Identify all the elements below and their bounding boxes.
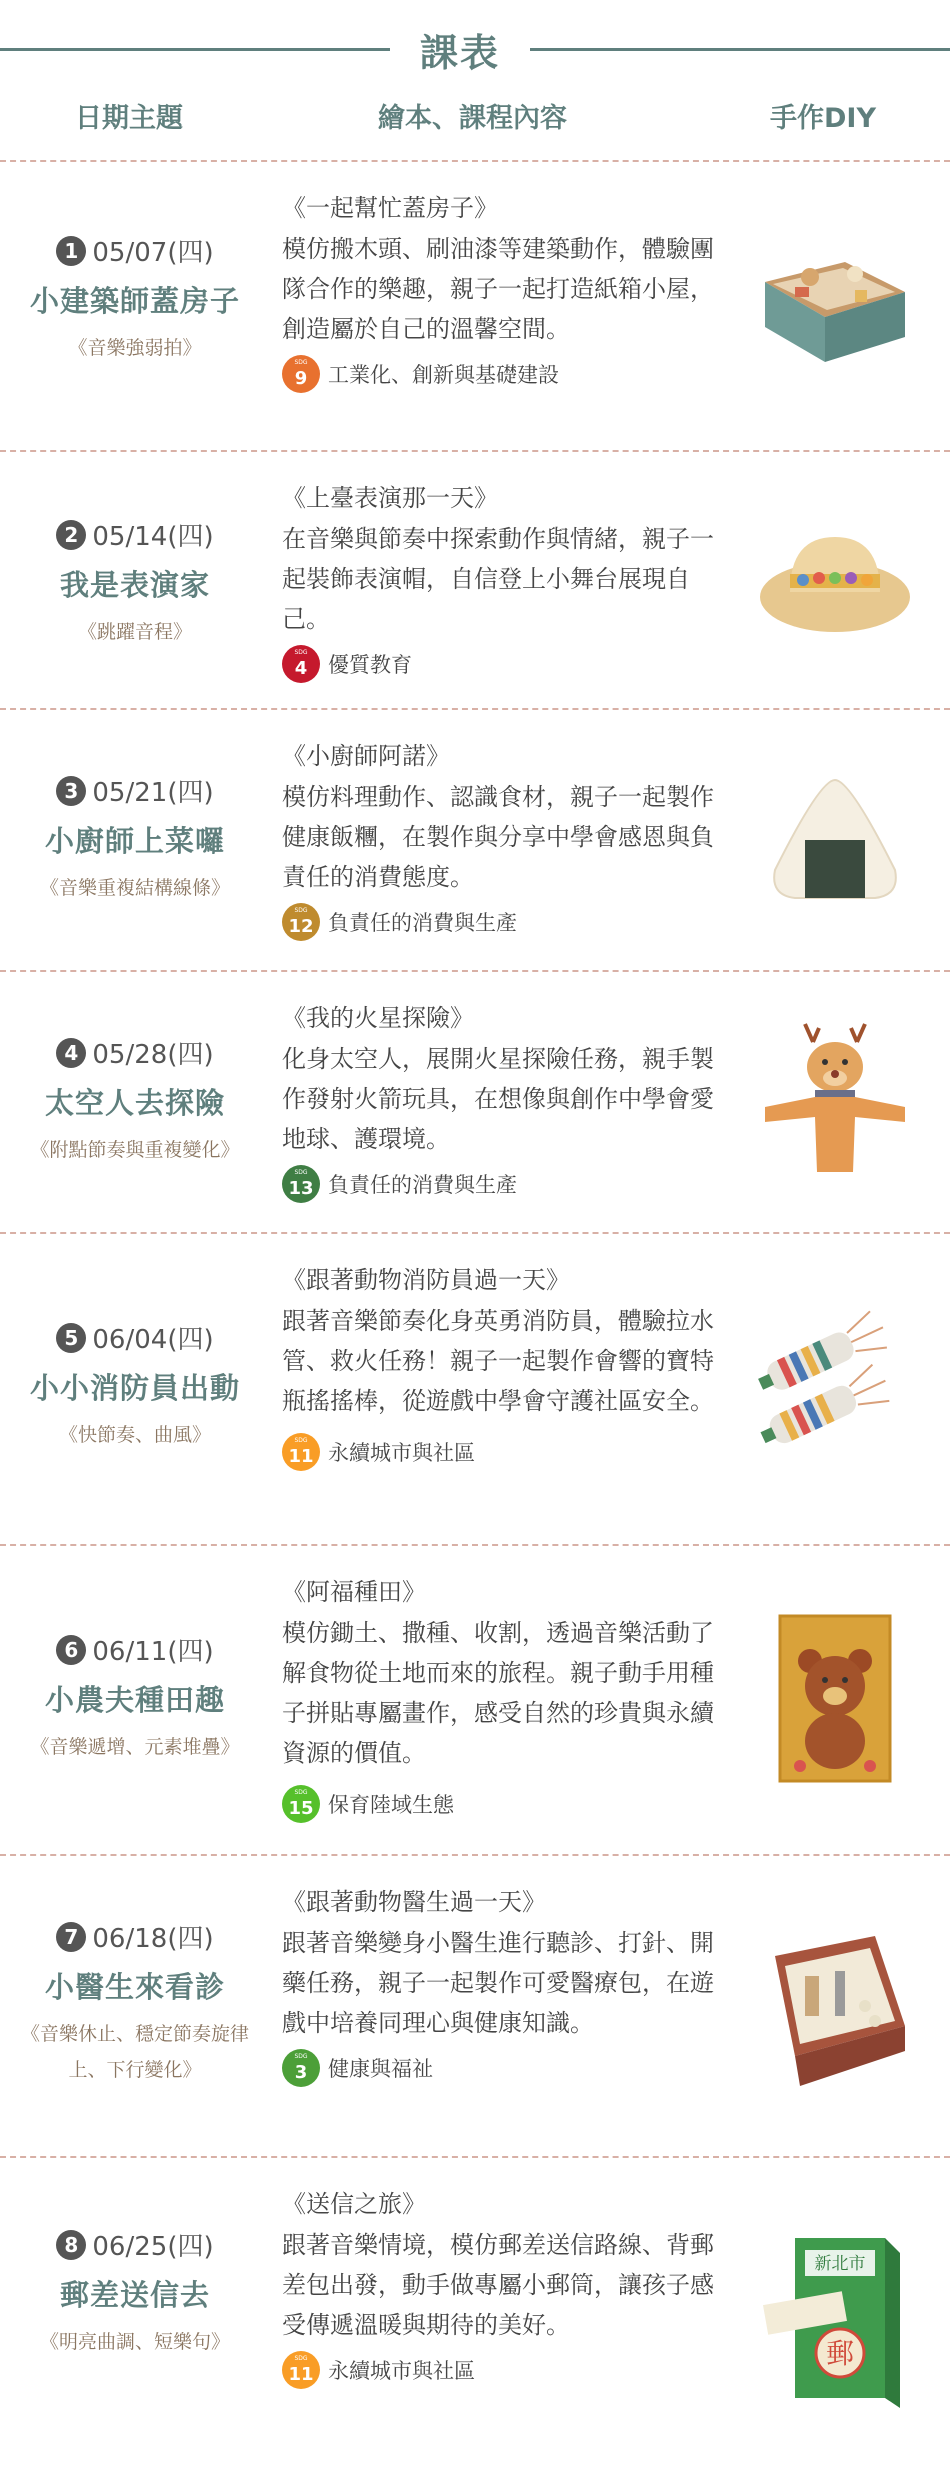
row-number: 4 (56, 1038, 86, 1068)
sdg-label: 保育陸域生態 (328, 1793, 454, 1817)
book-title: 《跟著動物醫生過一天》 (282, 1888, 546, 1916)
row-date-text: 06/04(四) (92, 1325, 214, 1355)
row-music-topic: 《跳躍音程》 (77, 621, 192, 643)
sdg-badge (282, 645, 320, 683)
title-bar (0, 18, 950, 78)
row-content (282, 478, 722, 683)
book-title: 《送信之旅》 (282, 2190, 426, 2218)
cardboard-house-icon (755, 232, 915, 372)
schedule-row (0, 1544, 950, 1856)
course-description: 模仿鋤土、撒種、收割，透過音樂活動了解食物從土地而來的旅程。親子動手用種子拼貼專屬畫作，感受自然的珍貴與永續資源的價值。 (282, 1619, 714, 1767)
sdg-badge (282, 355, 320, 393)
schedule-row (0, 1232, 950, 1546)
row-music-topic: 《音樂重複結構線條》 (39, 877, 230, 899)
title-divider-left (0, 48, 390, 51)
row-music-topic: 《明亮曲調、短樂句》 (39, 2331, 230, 2353)
row-number: 8 (56, 2230, 86, 2260)
sdg-tag (282, 1785, 722, 1823)
row-content (282, 1572, 722, 1823)
row-date-theme (0, 2226, 270, 2360)
diy-image (755, 1606, 915, 1790)
row-date-theme (0, 1319, 270, 1453)
sdg-tag (282, 1165, 722, 1203)
diy-image (755, 232, 915, 376)
row-number: 5 (56, 1323, 86, 1353)
sdg-badge (282, 1165, 320, 1203)
row-number: 6 (56, 1635, 86, 1665)
column-header-date: 日期主題 (75, 103, 183, 134)
bottle-shaker-icon (755, 1309, 915, 1449)
row-content (282, 1260, 722, 1471)
seed-bear-art-icon (755, 1606, 915, 1786)
sdg-label: 優質教育 (328, 653, 412, 677)
row-content (282, 188, 722, 393)
row-date (0, 772, 270, 809)
row-content (282, 998, 722, 1203)
book-title: 《阿福種田》 (282, 1578, 426, 1606)
sdg-label: 永續城市與社區 (328, 2359, 475, 2383)
diy-image (755, 512, 915, 656)
row-number: 1 (56, 236, 86, 266)
sdg-prefix: SDG (294, 359, 308, 366)
row-date (0, 1918, 270, 1955)
sdg-tag (282, 2351, 722, 2389)
sdg-number: 13 (288, 1177, 314, 1199)
sdg-tag (282, 355, 722, 393)
course-description: 模仿搬木頭、刷油漆等建築動作，體驗團隊合作的樂趣，親子一起打造紙箱小屋，創造屬於自己的溫馨空間。 (282, 235, 714, 343)
sdg-number: 11 (288, 2363, 314, 2385)
sdg-badge (282, 2049, 320, 2087)
row-theme: 我是表演家 (59, 568, 210, 602)
row-date-text: 05/14(四) (92, 522, 214, 552)
schedule-row (0, 160, 950, 452)
row-date-text: 06/18(四) (92, 1924, 214, 1954)
sdg-prefix: SDG (294, 2053, 308, 2060)
row-theme: 小廚師上菜囉 (44, 824, 225, 858)
row-music-topic: 《附點節奏與重複變化》 (30, 1139, 240, 1161)
diy-image (755, 2228, 915, 2412)
row-date (0, 516, 270, 553)
sdg-badge (282, 903, 320, 941)
book-title: 《跟著動物消防員過一天》 (282, 1266, 570, 1294)
sdg-tag (282, 903, 722, 941)
mailbox-post-mark: 郵 (825, 2337, 855, 2370)
row-content (282, 2184, 722, 2389)
rice-ball-icon (755, 770, 915, 910)
sdg-number: 11 (288, 1445, 314, 1467)
sdg-number: 15 (288, 1797, 314, 1819)
row-date-theme (0, 1034, 270, 1168)
row-date-text: 05/07(四) (92, 238, 214, 268)
row-date-text: 05/28(四) (92, 1040, 214, 1070)
row-theme: 小建築師蓋房子 (29, 284, 240, 318)
row-content (282, 736, 722, 941)
row-music-topic: 《快節奏、曲風》 (58, 1424, 211, 1446)
diy-image (755, 770, 915, 914)
row-number: 2 (56, 520, 86, 550)
page-title: 課表 (419, 31, 500, 75)
sdg-prefix: SDG (294, 1169, 308, 1176)
column-header-diy: 手作DIY (770, 103, 877, 134)
sdg-label: 永續城市與社區 (328, 1441, 475, 1465)
row-theme: 太空人去探險 (44, 1086, 225, 1120)
sdg-badge (282, 1433, 320, 1471)
medical-kit-icon (755, 1926, 915, 2096)
row-theme: 小農夫種田趣 (44, 1683, 225, 1717)
row-date-theme (0, 1918, 270, 2088)
schedule-row (0, 1854, 950, 2158)
row-content (282, 1882, 722, 2087)
row-date-theme (0, 1631, 270, 1765)
schedule-row (0, 2156, 950, 2476)
row-theme: 郵差送信去 (59, 2278, 210, 2312)
row-number: 7 (56, 1922, 86, 1952)
sdg-badge (282, 2351, 320, 2389)
row-music-topic: 《音樂強弱拍》 (68, 337, 202, 359)
sdg-label: 健康與福祉 (328, 2057, 433, 2081)
row-date-theme (0, 772, 270, 906)
row-date-theme (0, 232, 270, 366)
row-number: 3 (56, 776, 86, 806)
mailbox-label: 新北市 (814, 2254, 866, 2274)
sdg-badge (282, 1785, 320, 1823)
sdg-number: 4 (294, 657, 308, 679)
course-description: 跟著音樂變身小醫生進行聽診、打針、開藥任務，親子一起製作可愛醫療包，在遊戲中培養同理心與健康知識。 (282, 1929, 714, 2037)
sdg-tag (282, 1433, 722, 1471)
sdg-prefix: SDG (294, 2355, 308, 2362)
row-date (0, 1319, 270, 1356)
row-date-text: 06/25(四) (92, 2232, 214, 2262)
decorated-hat-icon (755, 512, 915, 652)
mailbox-icon (755, 2228, 915, 2408)
schedule-row (0, 450, 950, 710)
book-title: 《小廚師阿諾》 (282, 742, 450, 770)
sdg-label: 負責任的消費與生產 (328, 1173, 517, 1197)
row-music-topic: 《音樂休止、穩定節奏旋律上、下行變化》 (20, 2023, 249, 2081)
diy-image (755, 1022, 915, 1186)
reindeer-puppet-icon (755, 1022, 915, 1182)
sdg-number: 12 (288, 915, 314, 937)
sdg-tag (282, 2049, 722, 2087)
book-title: 《一起幫忙蓋房子》 (282, 194, 498, 222)
row-theme: 小醫生來看診 (44, 1970, 225, 2004)
course-description: 跟著音樂節奏化身英勇消防員，體驗拉水管、救火任務！親子一起製作會響的寶特瓶搖搖棒，從遊戲中學會守護社區安全。 (282, 1307, 714, 1415)
row-date (0, 1631, 270, 1668)
sdg-prefix: SDG (294, 1437, 308, 1444)
book-title: 《上臺表演那一天》 (282, 484, 498, 512)
schedule-row (0, 970, 950, 1234)
row-date-theme (0, 516, 270, 650)
row-date-text: 06/11(四) (92, 1637, 214, 1667)
row-theme: 小小消防員出動 (29, 1371, 240, 1405)
diy-image (755, 1926, 915, 2100)
sdg-prefix: SDG (294, 907, 308, 914)
row-music-topic: 《音樂遞增、元素堆疊》 (30, 1736, 240, 1758)
sdg-tag (282, 645, 722, 683)
schedule-row (0, 708, 950, 972)
course-description: 化身太空人，展開火星探險任務，親手製作發射火箭玩具，在想像與創作中學會愛地球、護環境。 (282, 1045, 714, 1153)
row-date-text: 05/21(四) (92, 778, 214, 808)
row-date (0, 1034, 270, 1071)
sdg-label: 負責任的消費與生產 (328, 911, 517, 935)
sdg-prefix: SDG (294, 649, 308, 656)
sdg-number: 9 (294, 367, 308, 389)
course-description: 模仿料理動作、認識食材，親子一起製作健康飯糰，在製作與分享中學會感恩與負責任的消費態度。 (282, 783, 714, 891)
row-date (0, 232, 270, 269)
row-date (0, 2226, 270, 2263)
column-header-content: 繪本、課程內容 (378, 103, 567, 134)
diy-image (755, 1309, 915, 1453)
title-divider-right (530, 48, 950, 51)
sdg-prefix: SDG (294, 1789, 308, 1796)
sdg-number: 3 (294, 2061, 308, 2083)
sdg-label: 工業化、創新與基礎建設 (328, 363, 559, 387)
course-description: 在音樂與節奏中探索動作與情緒，親子一起裝飾表演帽，自信登上小舞台展現自己。 (282, 525, 714, 633)
course-description: 跟著音樂情境，模仿郵差送信路線、背郵差包出發，動手做專屬小郵筒，讓孩子感受傳遞溫暖與期待的美好。 (282, 2231, 714, 2339)
book-title: 《我的火星探險》 (282, 1004, 474, 1032)
